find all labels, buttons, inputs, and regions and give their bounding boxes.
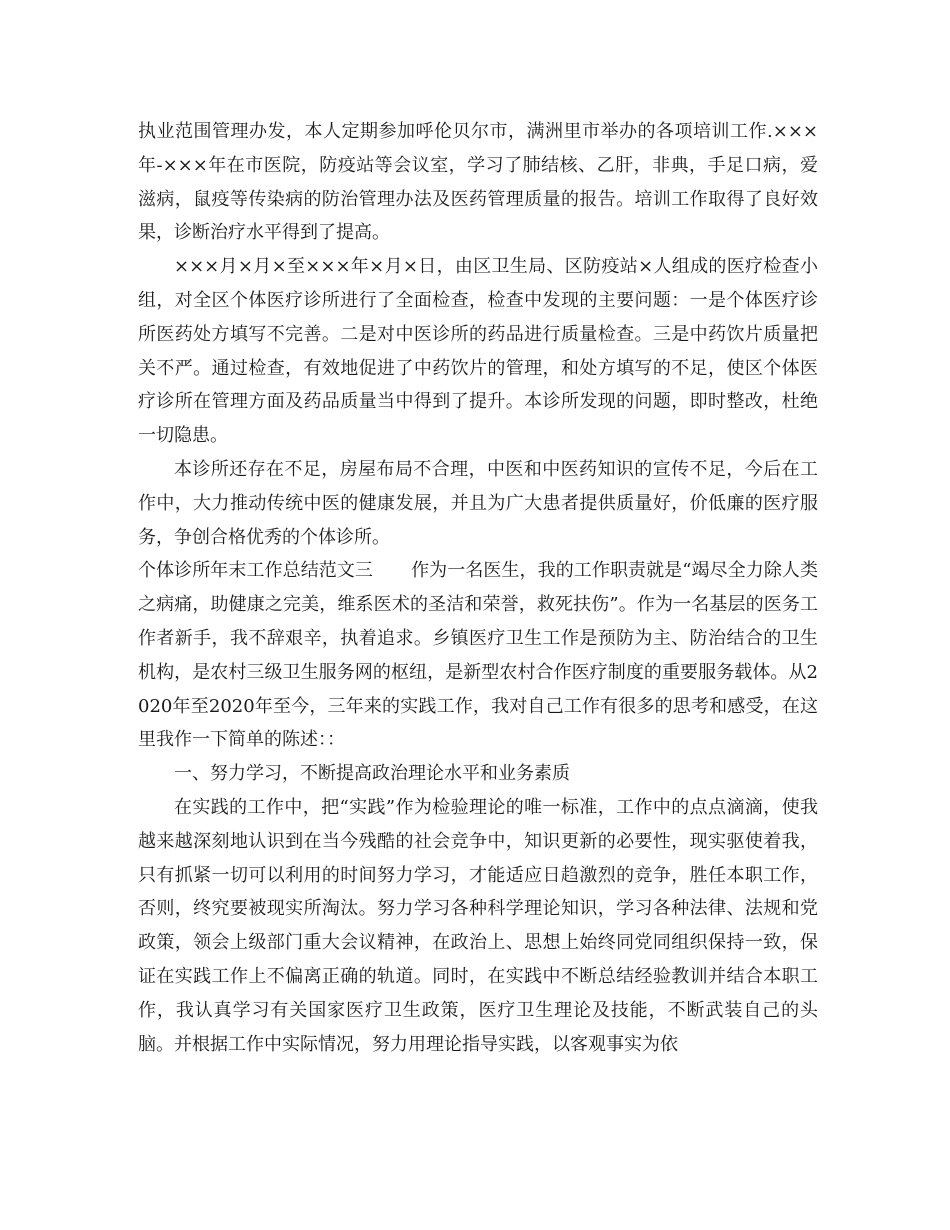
paragraph-inspection: ×××月×月×至×××年×月×日，由区卫生局、区防疫站×人组成的医疗检查小组，对全区个体医疗诊所进行了全面检查，检查中发现的主要问题：一是个体医疗诊所医药处方填写不完善。二是对中医诊所的药品进行质量检查。三是中药饮片质量把关不严。通过检查，有效地促进了中药饮片的管理，和处方填写的不足，使区个体医疗诊所在管理方面及药品质量当中得到了提升。本诊所发现的问题，即时整改，杜绝一切隐患。 xyxy=(138,256,818,447)
section-three-paragraph xyxy=(138,554,818,757)
paragraph-training: 执业范围管理办发，本人定期参加呼伦贝尔市，满洲里市举办的各项培训工作.×××年-×××年在市医院，防疫站等会议室，学习了肺结核、乙肝，非典，手足口病，爱滋病，鼠疫等传染病的防治管理办法及医药管理质量的报告。培训工作取得了良好效果，诊断治疗水平得到了提高。 xyxy=(138,121,818,244)
section-intro: 作为一名医生，我的工作职责就是“竭尽全力除人类之病痛，助健康之完美，维系医术的圣洁和荣誉，救死扶伤”。作为一名基层的医务工作者新手，我不辞艰辛，执着追求。乡镇医疗卫生工作是预防为主、防治结合的卫生机构，是农村三级卫生服务网的枢纽，是新型农村合作医疗制度的重要服务载体。从2020年至2020年至今，三年来的实践工作，我对自己工作有很多的思考和感受，在这里我作一下简单的陈述：： xyxy=(138,560,819,751)
document-body xyxy=(138,115,818,1061)
paragraph-shortcomings: 本诊所还存在不足，房屋布局不合理，中医和中医药知识的宣传不足，今后在工作中，大力推动传统中医的健康发展，并且为广大患者提供质量好，价低廉的医疗服务，争创合格优秀的个体诊所。 xyxy=(138,458,818,548)
subheading-study: 一、努力学习，不断提高政治理论水平和业务素质 xyxy=(174,763,570,785)
section-title: 个体诊所年末工作总结范文三 xyxy=(138,560,374,582)
paragraph-practice: 在实践的工作中，把“实践”作为检验理论的唯一标准，工作中的点点滴滴，使我越来越深刻地认识到在当今残酷的社会竞争中，知识更新的必要性，现实驱使着我，只有抓紧一切可以利用的时间努力学习，才能适应日趋激烈的竞争，胜任本职工作，否则，终究要被现实所淘汰。努力学习各种科学理论知识，学习各种法律、法规和党政策，领会上级部门重大会议精神，在政治上、思想上始终同党同组织保持一致，保证在实践工作上不偏离正确的轨道。同时，在实践中不断总结经验教训并结合本职工作，我认真学习有关国家医疗卫生政策，医疗卫生理论及技能，不断武装自己的头脑。并根据工作中实际情况，努力用理论指导实践，以客观事实为依 xyxy=(138,796,818,1055)
